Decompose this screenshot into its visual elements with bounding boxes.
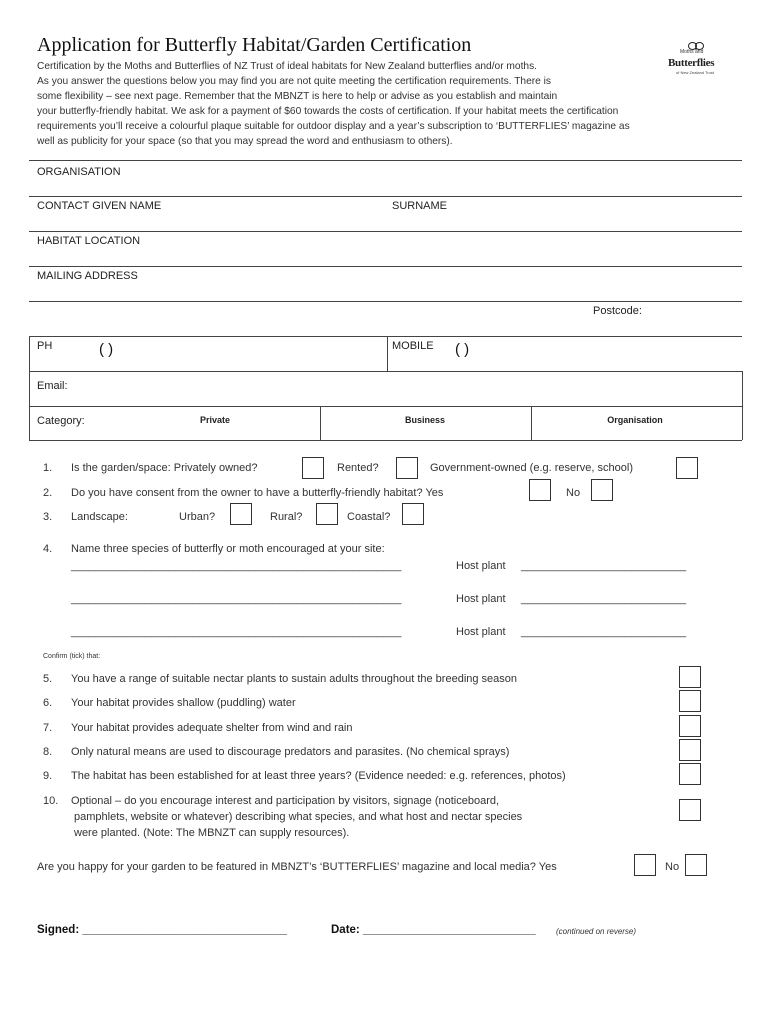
government-owned-label: Government-owned (e.g. reserve, school): [430, 462, 633, 474]
rural-checkbox[interactable]: [316, 503, 338, 525]
form-divider: [29, 336, 742, 337]
privately-owned-checkbox[interactable]: [302, 457, 324, 479]
surname-field[interactable]: SURNAME: [392, 200, 448, 212]
category-private[interactable]: Private: [199, 415, 231, 425]
rented-label: Rented?: [337, 462, 379, 474]
question-number: 7.: [43, 722, 53, 734]
intro-line: requirements you’ll receive a colourful plaque suitable for outdoor display and a year’s subscription to ‘BUTTERFLIES’ magazine as: [37, 121, 630, 133]
question-1-text: Is the garden/space: Privately owned?: [71, 462, 258, 474]
logo-main-text: Butterflies: [668, 57, 715, 69]
confirm-label: Confirm (tick) that:: [43, 653, 101, 660]
question-9-text: The habitat has been established for at least three years? (Evidence needed: e.g. references, photos): [71, 770, 566, 782]
email-field[interactable]: Email:: [37, 380, 68, 392]
phone-field[interactable]: PH: [37, 340, 53, 352]
question-number: 2.: [43, 487, 53, 499]
habitat-location-field[interactable]: HABITAT LOCATION: [37, 235, 141, 247]
host-plant-label: Host plant: [456, 626, 506, 638]
species-field-3[interactable]: ______________________________________________________: [71, 626, 402, 638]
intro-text: [37, 59, 737, 150]
signature-field[interactable]: Signed: ________________________________: [37, 924, 288, 936]
mailing-address-field[interactable]: MAILING ADDRESS: [37, 270, 138, 282]
form-divider: [29, 231, 742, 232]
shelter-checkbox[interactable]: [679, 715, 701, 737]
form-divider: [29, 406, 742, 407]
form-divider: [29, 160, 742, 161]
intro-line: some flexibility – see next page. Remember that the MBNZT is here to help or advise as you establish and maintain: [37, 91, 558, 103]
question-number: 6.: [43, 697, 53, 709]
government-owned-checkbox[interactable]: [676, 457, 698, 479]
question-number: 10.: [43, 795, 59, 807]
form-divider: [29, 371, 742, 372]
category-business[interactable]: Business: [404, 415, 446, 425]
question-10-line-2: pamphlets, website or whatever) describing what species, and what host and nectar species: [74, 811, 523, 823]
form-divider: [29, 336, 30, 440]
host-plant-label: Host plant: [456, 560, 506, 572]
question-10-line-1: Optional – do you encourage interest and participation by visitors, signage (noticeboard,: [71, 795, 500, 807]
mobile-field[interactable]: MOBILE: [392, 340, 434, 352]
consent-no-checkbox[interactable]: [591, 479, 613, 501]
continued-note: (continued on reverse): [556, 927, 637, 936]
urban-label: Urban?: [179, 511, 216, 523]
logo-top-text: Moths and: [680, 49, 704, 55]
form-divider: [29, 440, 742, 441]
established-checkbox[interactable]: [679, 763, 701, 785]
urban-checkbox[interactable]: [230, 503, 252, 525]
question-6-text: Your habitat provides shallow (puddling) water: [71, 697, 296, 709]
question-number: 3.: [43, 511, 53, 523]
featured-no-label: No: [665, 861, 680, 873]
intro-line: Certification by the Moths and Butterflies of NZ Trust of ideal habitats for New Zealand butterflies and/or moths.: [37, 61, 537, 72]
natural-means-checkbox[interactable]: [679, 739, 701, 761]
visitor-interest-checkbox[interactable]: [679, 799, 701, 821]
organisation-field[interactable]: ORGANISATION: [37, 166, 121, 178]
rented-checkbox[interactable]: [396, 457, 418, 479]
form-divider: [387, 336, 388, 371]
coastal-checkbox[interactable]: [402, 503, 424, 525]
form-divider: [29, 301, 742, 302]
nectar-plants-checkbox[interactable]: [679, 666, 701, 688]
question-3-text: Landscape:: [71, 511, 128, 523]
consent-no-label: No: [566, 487, 581, 499]
question-10-line-3: were planted. (Note: The MBNZT can supply resources).: [74, 827, 350, 839]
featured-yes-checkbox[interactable]: [634, 854, 656, 876]
question-number: 9.: [43, 770, 53, 782]
featured-question-text: Are you happy for your garden to be featured in MBNZT’s ‘BUTTERFLIES’ magazine and local media? Yes: [37, 861, 557, 873]
species-field-1[interactable]: ______________________________________________________: [71, 560, 402, 572]
intro-line: your butterfly-friendly habitat. We ask for a payment of $60 towards the costs of certification. If your habitat meets the certification: [37, 106, 619, 118]
form-divider: [29, 266, 742, 267]
host-plant-field-2[interactable]: ___________________________: [521, 593, 687, 605]
coastal-label: Coastal?: [347, 511, 391, 523]
host-plant-field-1[interactable]: ___________________________: [521, 560, 687, 572]
host-plant-label: Host plant: [456, 593, 506, 605]
question-number: 8.: [43, 746, 53, 758]
consent-yes-checkbox[interactable]: [529, 479, 551, 501]
host-plant-field-3[interactable]: ___________________________: [521, 626, 687, 638]
question-number: 4.: [43, 543, 53, 555]
logo-bottom-text: of New Zealand Trust: [676, 70, 715, 75]
question-8-text: Only natural means are used to discourage predators and parasites. (No chemical sprays): [71, 746, 510, 758]
question-number: 1.: [43, 462, 53, 474]
date-field[interactable]: Date: ___________________________: [331, 924, 536, 936]
mobile-area-code[interactable]: ( ): [455, 341, 470, 358]
page-title: Application for Butterfly Habitat/Garden Certification: [37, 34, 472, 56]
form-divider: [742, 371, 743, 440]
question-number: 5.: [43, 673, 53, 685]
rural-label: Rural?: [270, 511, 303, 523]
postcode-field[interactable]: Postcode:: [593, 305, 642, 317]
water-checkbox[interactable]: [679, 690, 701, 712]
form-divider: [29, 196, 742, 197]
category-label: Category:: [37, 415, 85, 427]
contact-given-name-field[interactable]: CONTACT GIVEN NAME: [37, 200, 162, 212]
intro-line: As you answer the questions below you may find you are not quite meeting the certification requirements. There is: [37, 76, 551, 88]
species-field-2[interactable]: ______________________________________________________: [71, 593, 402, 605]
category-organisation[interactable]: Organisation: [607, 415, 663, 425]
question-4-text: Name three species of butterfly or moth encouraged at your site:: [71, 543, 385, 555]
question-5-text: You have a range of suitable nectar plants to sustain adults throughout the breeding season: [71, 673, 518, 685]
question-7-text: Your habitat provides adequate shelter from wind and rain: [71, 722, 353, 734]
phone-area-code[interactable]: ( ): [99, 341, 114, 358]
featured-no-checkbox[interactable]: [685, 854, 707, 876]
form-divider: [320, 406, 321, 440]
question-2-text: Do you have consent from the owner to have a butterfly-friendly habitat? Yes: [71, 487, 444, 499]
intro-line: well as publicity for your space (so that you may spread the word and enthusiasm to others).: [37, 136, 453, 148]
form-divider: [531, 406, 532, 440]
